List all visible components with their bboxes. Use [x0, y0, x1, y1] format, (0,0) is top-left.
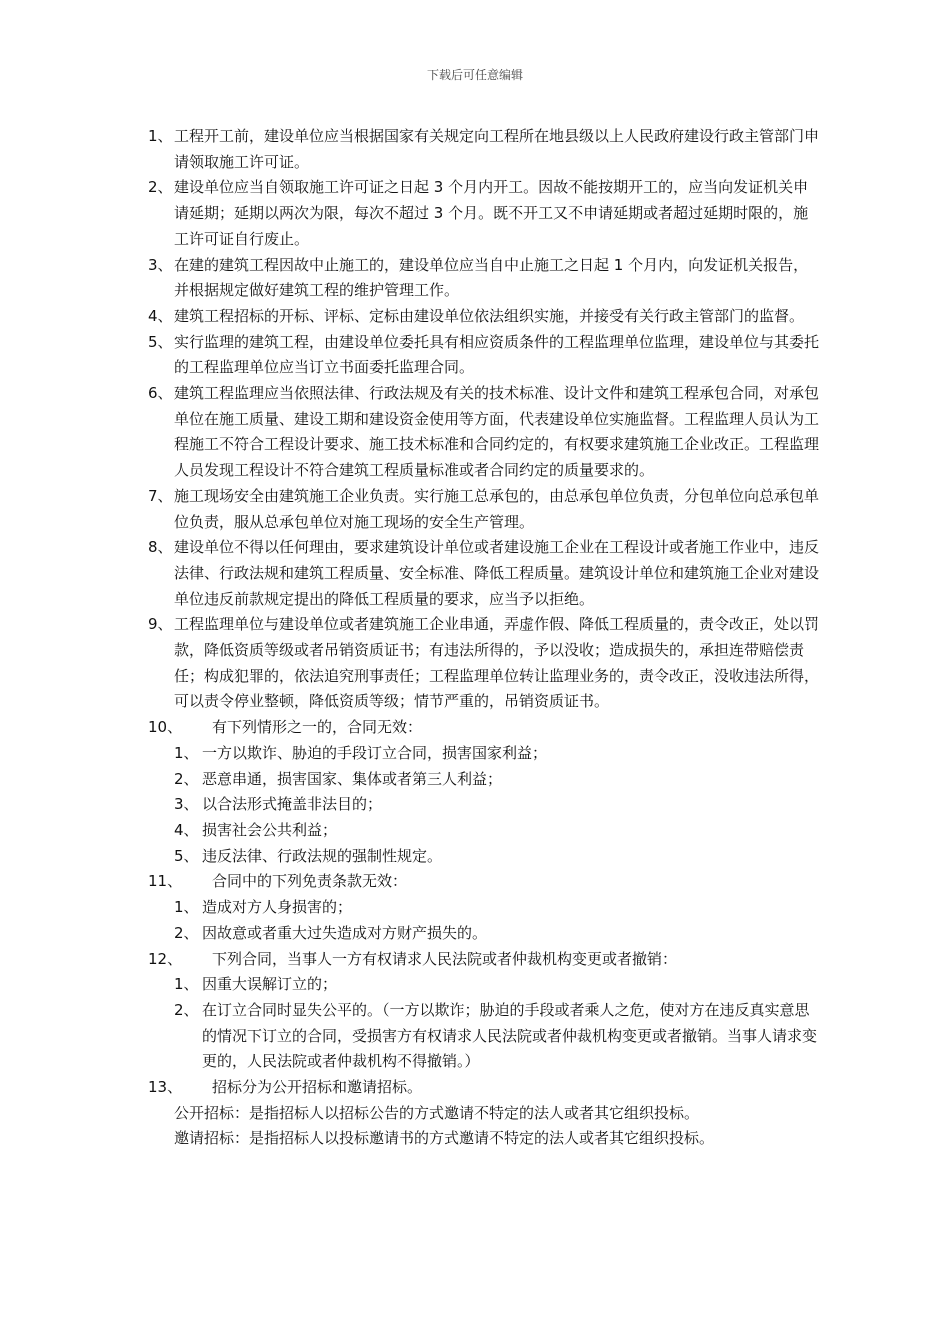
item-text: 有下列情形之一的，合同无效： — [212, 718, 423, 737]
sub-list-item — [148, 792, 820, 818]
item-text: 施工现场安全由建筑施工企业负责。实行施工总承包的，由总承包单位负责，分包单位向总承包单位负责，服从总承包单位对施工现场的安全生产管理。 — [174, 486, 820, 531]
sub-item-number: 1、 — [174, 898, 199, 917]
list-item — [148, 612, 820, 715]
list-item — [148, 304, 820, 330]
item-text: 下列合同，当事人一方有权请求人民法院或者仲裁机构变更或者撤销： — [212, 949, 678, 968]
list-item — [148, 1075, 820, 1101]
sub-item-text: 在订立合同时显失公平的。（一方以欺诈；胁迫的手段或者乘人之危，使对方在违反真实意思的情况下订立的合同，受损害方有权请求人民法院或者仲裁机构变更或者撤销。当事人请求变更的，人民法院或者仲裁机构不得撤销。） — [202, 1000, 818, 1071]
item-number: 3、 — [148, 255, 173, 274]
sub-list-item — [148, 921, 820, 947]
sub-item-number: 1、 — [174, 743, 199, 762]
item-number: 9、 — [148, 615, 173, 634]
sub-item-number: 2、 — [174, 769, 199, 788]
item-number: 11、 — [148, 872, 183, 891]
sub-item-number: 3、 — [174, 795, 199, 814]
sub-list-item — [148, 844, 820, 870]
item-text: 在建的建筑工程因故中止施工的，建设单位应当自中止施工之日起 1 个月内，向发证机关报告，并根据规定做好建筑工程的维护管理工作。 — [174, 255, 809, 300]
item-number: 2、 — [148, 178, 173, 197]
sub-list-item — [148, 895, 820, 921]
sub-item-number: 2、 — [174, 1000, 199, 1019]
list-item — [148, 175, 820, 252]
definition-public-tender: 公开招标：是指招标人以招标公告的方式邀请不特定的法人或者其它组织投标。 — [174, 1103, 700, 1122]
page-header: 下载后可任意编辑 — [426, 68, 523, 82]
list-item — [148, 947, 820, 973]
list-item — [148, 484, 820, 535]
sub-item-text: 以合法形式掩盖非法目的； — [202, 795, 383, 814]
item-text: 招标分为公开招标和邀请招标。 — [212, 1078, 423, 1097]
item-text: 建筑工程监理应当依照法律、行政法规及有关的技术标准、设计文件和建筑工程承包合同，对承包单位在施工质量、建设工期和建设资金使用等方面，代表建设单位实施监督。工程监理人员认为工程施工不符合工程设计要求、施工技术标准和合同约定的，有权要求建筑施工企业改正。工程监理人员发现工程设计不符合建筑工程质量标准或者合同约定的质量要求的。 — [174, 384, 820, 480]
sub-list-item — [148, 972, 820, 998]
sub-item-text: 恶意串通，损害国家、集体或者第三人利益； — [202, 769, 503, 788]
item-text: 合同中的下列免责条款无效： — [212, 872, 408, 891]
item-number: 12、 — [148, 949, 183, 968]
sub-item-text: 因重大误解订立的； — [202, 975, 338, 994]
sub-item-number: 2、 — [174, 923, 199, 942]
sub-item-text: 违反法律、行政法规的强制性规定。 — [202, 846, 443, 865]
item-number: 5、 — [148, 332, 173, 351]
item-number: 1、 — [148, 127, 173, 145]
sub-list-item — [148, 767, 820, 793]
sub-item-text: 造成对方人身损害的； — [202, 898, 353, 917]
sub-item-number: 1、 — [174, 975, 199, 994]
list-item — [148, 253, 820, 304]
item-text: 建筑工程招标的开标、评标、定标由建设单位依法组织实施，并接受有关行政主管部门的监督。 — [174, 306, 805, 325]
sub-item-number: 5、 — [174, 846, 199, 865]
item-number: 13、 — [148, 1078, 183, 1097]
sub-item-text: 因故意或者重大过失造成对方财产损失的。 — [202, 923, 488, 942]
item-text: 建设单位不得以任何理由，要求建筑设计单位或者建设施工企业在工程设计或者施工作业中，违反法律、行政法规和建筑工程质量、安全标准、降低工程质量。建筑设计单位和建筑施工企业对建设单位违反前款规定提出的降低工程质量的要求，应当予以拒绝。 — [174, 538, 820, 608]
item-text: 工程监理单位与建设单位或者建筑施工企业串通，弄虚作假、降低工程质量的，责令改正，处以罚款，降低资质等级或者吊销资质证书；有违法所得的，予以没收；造成损失的，承担连带赔偿责任；构成犯罪的，依法追究刑事责任；工程监理单位转让监理业务的，责令改正，没收违法所得，可以责令停业整顿，降低资质等级；情节严重的，吊销资质证书。 — [174, 615, 820, 711]
sub-item-text: 损害社会公共利益； — [202, 820, 338, 839]
item-text: 实行监理的建筑工程，由建设单位委托具有相应资质条件的工程监理单位监理，建设单位与其委托的工程监理单位应当订立书面委托监理合同。 — [174, 332, 820, 377]
list-item — [148, 124, 820, 175]
sub-item-number: 4、 — [174, 820, 199, 839]
sub-list-item — [148, 741, 820, 767]
item-number: 8、 — [148, 538, 173, 557]
definition-invited-tender: 邀请招标：是指招标人以投标邀请书的方式邀请不特定的法人或者其它组织投标。 — [174, 1129, 715, 1148]
list-item — [148, 715, 820, 741]
document-body — [148, 124, 820, 1152]
item-text: 建设单位应当自领取施工许可证之日起 3 个月内开工。因故不能按期开工的，应当向发证机关申请延期；延期以两次为限，每次不超过 3 个月。既不开工又不申请延期或者超过延期时限的，施工许可证自行废止。 — [174, 178, 809, 248]
sub-list-item — [148, 998, 820, 1075]
item-number: 7、 — [148, 486, 173, 505]
sub-list-item — [148, 818, 820, 844]
list-item — [148, 869, 820, 895]
sub-item-text: 一方以欺诈、胁迫的手段订立合同，损害国家利益； — [202, 743, 548, 762]
item-number: 4、 — [148, 306, 173, 325]
item-number: 6、 — [148, 384, 173, 403]
list-item — [148, 330, 820, 381]
item-text: 工程开工前，建设单位应当根据国家有关规定向工程所在地县级以上人民政府建设行政主管部门申请领取施工许可证。 — [174, 127, 820, 171]
item-number: 10、 — [148, 718, 183, 737]
list-item — [148, 381, 820, 484]
list-item — [148, 535, 820, 612]
